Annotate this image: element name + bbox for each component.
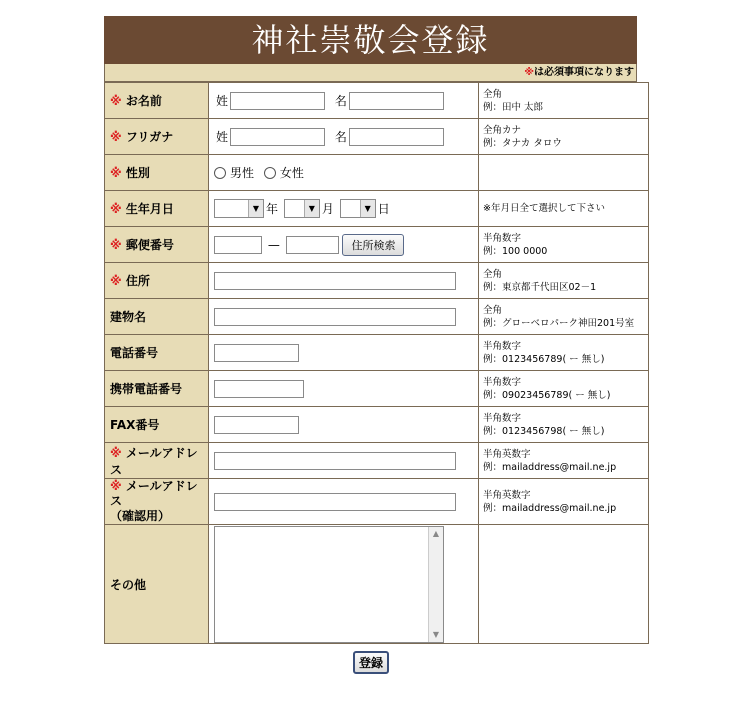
hint-line1: 半角数字 [483, 376, 522, 388]
first-name-kana-input[interactable] [349, 128, 444, 146]
label-name [105, 83, 209, 119]
label-text: その他 [110, 577, 147, 592]
hint-line2: 例：mailaddress@mail.ne.jp [483, 461, 617, 473]
label-fax [105, 407, 209, 443]
required-note-text: は必須事項になります [534, 67, 634, 78]
label-furigana [105, 119, 209, 155]
first-name-input[interactable] [349, 92, 444, 110]
day-select[interactable] [340, 199, 376, 218]
cell-email-confirm [209, 479, 479, 525]
label-phone [105, 335, 209, 371]
label-text: 建物名 [110, 310, 147, 324]
hint-line2: 例：100 0000 [483, 245, 548, 257]
postal-code-2-input[interactable] [286, 236, 339, 254]
hint-postal [479, 227, 649, 263]
submit-row [0, 651, 742, 674]
row-postal [105, 227, 649, 263]
address-search-button[interactable]: 住所検索 [342, 234, 404, 256]
row-email [105, 443, 649, 479]
female-label: 女性 [279, 166, 304, 180]
hint-line2: 例：0123456798( ー 無し) [483, 425, 605, 437]
label-email [105, 443, 209, 479]
label-other [105, 525, 209, 644]
hint-line1: 半角英数字 [483, 489, 531, 501]
row-furigana [105, 119, 649, 155]
textarea-scrollbar[interactable] [428, 527, 443, 642]
cell-name [209, 83, 479, 119]
row-fax [105, 407, 649, 443]
label-text: FAX番号 [110, 418, 160, 432]
male-label: 男性 [230, 166, 255, 180]
sei-label: 姓 [216, 130, 229, 144]
label-gender [105, 155, 209, 191]
cell-postal [209, 227, 479, 263]
label-text: 郵便番号 [125, 238, 174, 252]
male-radio[interactable] [214, 167, 226, 179]
chevron-down-icon: ▼ [248, 200, 263, 217]
hint-line2: 例：東京都千代田区02－1 [483, 281, 597, 293]
hint-line1: ※年月日全て選択して下さい [483, 203, 605, 214]
required-mark: ※ [524, 67, 534, 78]
submit-button[interactable]: 登録 [353, 651, 389, 674]
other-textarea[interactable] [214, 526, 444, 643]
label-birthdate [105, 191, 209, 227]
label-text: 携帯電話番号 [110, 382, 183, 396]
hint-fax [479, 407, 649, 443]
row-birthdate [105, 191, 649, 227]
label-text: 性別 [125, 166, 150, 180]
hint-mobile [479, 371, 649, 407]
month-label: 月 [321, 202, 334, 216]
hint-phone [479, 335, 649, 371]
hint-address [479, 263, 649, 299]
label-email-confirm [105, 479, 209, 525]
label-postal [105, 227, 209, 263]
mei-label: 名 [334, 130, 347, 144]
hint-line1: 全角 [483, 88, 503, 100]
postal-code-1-input[interactable] [214, 236, 262, 254]
required-mark: ※ [110, 274, 122, 288]
row-address [105, 263, 649, 299]
hint-line1: 半角英数字 [483, 448, 531, 460]
building-input[interactable] [214, 308, 456, 326]
hint-line2: 例：グローベロパーク神田201号室 [483, 317, 635, 329]
chevron-down-icon: ▼ [304, 200, 319, 217]
row-email-confirm [105, 479, 649, 525]
cell-furigana [209, 119, 479, 155]
postal-dash: — [267, 237, 280, 252]
label-text: 電話番号 [110, 346, 159, 360]
label-mobile [105, 371, 209, 407]
cell-building [209, 299, 479, 335]
hint-birthdate [479, 191, 649, 227]
required-mark: ※ [110, 94, 122, 108]
year-select[interactable] [214, 199, 264, 218]
label-text: 生年月日 [125, 202, 174, 216]
female-radio[interactable] [264, 167, 276, 179]
registration-form [104, 16, 637, 644]
chevron-down-icon: ▼ [360, 200, 375, 217]
hint-email [479, 443, 649, 479]
hint-other [479, 525, 649, 644]
mobile-input[interactable] [214, 380, 304, 398]
hint-email-confirm [479, 479, 649, 525]
hint-furigana [479, 119, 649, 155]
year-label: 年 [266, 202, 279, 216]
email-confirm-input[interactable] [214, 493, 456, 511]
cell-fax [209, 407, 479, 443]
hint-line1: 全角 [483, 304, 503, 316]
cell-other [209, 525, 479, 644]
email-input[interactable] [214, 452, 456, 470]
required-mark: ※ [110, 130, 122, 144]
scroll-up-icon[interactable]: ▲ [432, 528, 440, 538]
hint-line1: 全角カナ [483, 124, 522, 136]
scroll-down-icon[interactable]: ▼ [432, 629, 440, 639]
required-mark: ※ [110, 238, 122, 252]
hint-line2: 例：0123456789( ー 無し) [483, 353, 605, 365]
mei-label: 名 [334, 94, 347, 108]
hint-line2: 例：09023456789( ー 無し) [483, 389, 611, 401]
phone-input[interactable] [214, 344, 299, 362]
required-mark: ※ [110, 479, 122, 493]
hint-line2: 例：タナカ タロウ [483, 137, 562, 149]
hint-gender [479, 155, 649, 191]
row-gender [105, 155, 649, 191]
required-mark: ※ [110, 166, 122, 180]
label-text: メールアドレス [110, 445, 198, 477]
hint-name [479, 83, 649, 119]
row-mobile [105, 371, 649, 407]
hint-line1: 全角 [483, 268, 503, 280]
hint-line1: 半角数字 [483, 340, 522, 352]
row-name [105, 83, 649, 119]
label-address [105, 263, 209, 299]
sei-label: 姓 [216, 94, 229, 108]
last-name-kana-input[interactable] [230, 128, 325, 146]
hint-building [479, 299, 649, 335]
hint-line1: 半角数字 [483, 232, 522, 244]
cell-mobile [209, 371, 479, 407]
label-text: 住所 [125, 274, 150, 288]
day-label: 日 [377, 202, 390, 216]
address-input[interactable] [214, 272, 456, 290]
label-text: お名前 [125, 94, 162, 108]
row-phone [105, 335, 649, 371]
form-title: 神社崇敬会登録 [104, 16, 637, 64]
cell-address [209, 263, 479, 299]
row-building [105, 299, 649, 335]
required-mark: ※ [110, 202, 122, 216]
label-text: フリガナ [125, 130, 174, 144]
row-other [105, 525, 649, 644]
required-note [104, 64, 637, 82]
cell-birthdate [209, 191, 479, 227]
cell-gender [209, 155, 479, 191]
fax-input[interactable] [214, 416, 299, 434]
label-text-2: （確認用） [110, 509, 171, 523]
label-text: メールアドレス [110, 479, 198, 508]
month-select[interactable] [284, 199, 320, 218]
cell-email [209, 443, 479, 479]
last-name-input[interactable] [230, 92, 325, 110]
form-table [104, 82, 649, 644]
hint-line2: 例：mailaddress@mail.ne.jp [483, 502, 617, 514]
label-building [105, 299, 209, 335]
hint-line1: 半角数字 [483, 412, 522, 424]
hint-line2: 例：田中 太郎 [483, 101, 544, 113]
required-mark: ※ [110, 445, 122, 460]
cell-phone [209, 335, 479, 371]
